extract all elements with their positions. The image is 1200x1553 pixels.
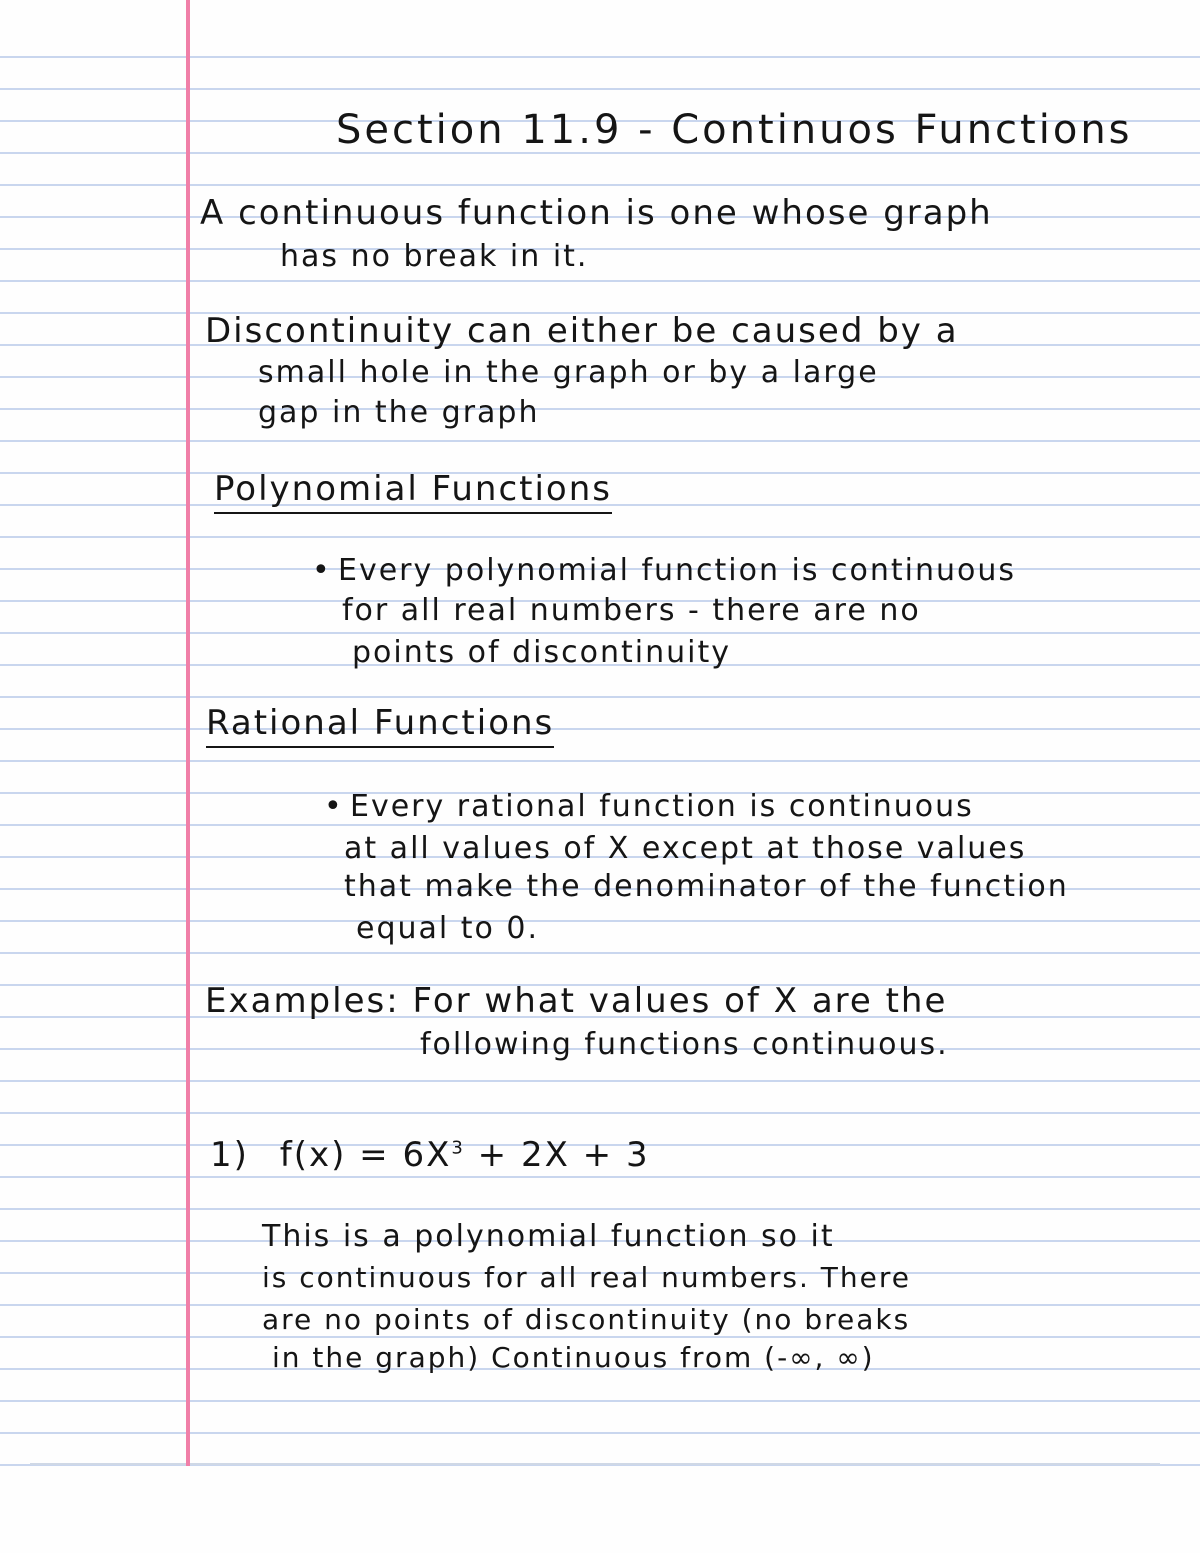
definition-line-2: has no break in it. (280, 239, 589, 274)
example-1-explanation-line-3: are no points of discontinuity (no breaks (262, 1303, 911, 1336)
margin-line (186, 0, 190, 1466)
discontinuity-line-1: Discontinuity can either be caused by a (205, 311, 959, 351)
discontinuity-line-2: small hole in the graph or by a large (258, 355, 879, 390)
definition-line-1: A continuous function is one whose graph (200, 193, 993, 233)
example-1-equation (210, 1135, 650, 1175)
examples-line-1: Examples: For what values of X are the (205, 981, 948, 1021)
example-1-label: 1) (210, 1135, 249, 1175)
example-1-lhs: f(x) = (279, 1135, 390, 1175)
polynomial-line-2: for all real numbers - there are no (342, 593, 921, 628)
rational-line-4: equal to 0. (356, 911, 540, 946)
paper-bottom (0, 1466, 1200, 1553)
example-1-explanation-line-1: This is a polynomial function so it (262, 1219, 835, 1254)
example-1-explanation-line-4: in the graph) Continuous from (-∞, ∞) (272, 1341, 875, 1374)
polynomial-heading: Polynomial Functions (214, 472, 612, 514)
example-1-exponent: 3 (451, 1137, 465, 1159)
polynomial-line-1: • Every polynomial function is continuous (338, 556, 1016, 586)
polynomial-line-3: points of discontinuity (352, 635, 731, 670)
example-1-explanation-line-2: is continuous for all real numbers. There (262, 1261, 911, 1294)
discontinuity-line-3: gap in the graph (258, 395, 540, 430)
rational-line-2: at all values of X except at those values (344, 831, 1027, 866)
page-title: Section 11.9 - Continuos Functions (336, 107, 1133, 153)
rational-line-1: • Every rational function is continuous (350, 792, 974, 822)
paper-edge (30, 1463, 1160, 1465)
examples-line-2: following functions continuous. (420, 1027, 949, 1062)
example-1-rest: + 2X + 3 (477, 1135, 650, 1175)
rational-line-3: that make the denominator of the function (344, 869, 1069, 904)
rational-heading: Rational Functions (206, 706, 554, 748)
example-1-term: 6X (402, 1135, 452, 1175)
